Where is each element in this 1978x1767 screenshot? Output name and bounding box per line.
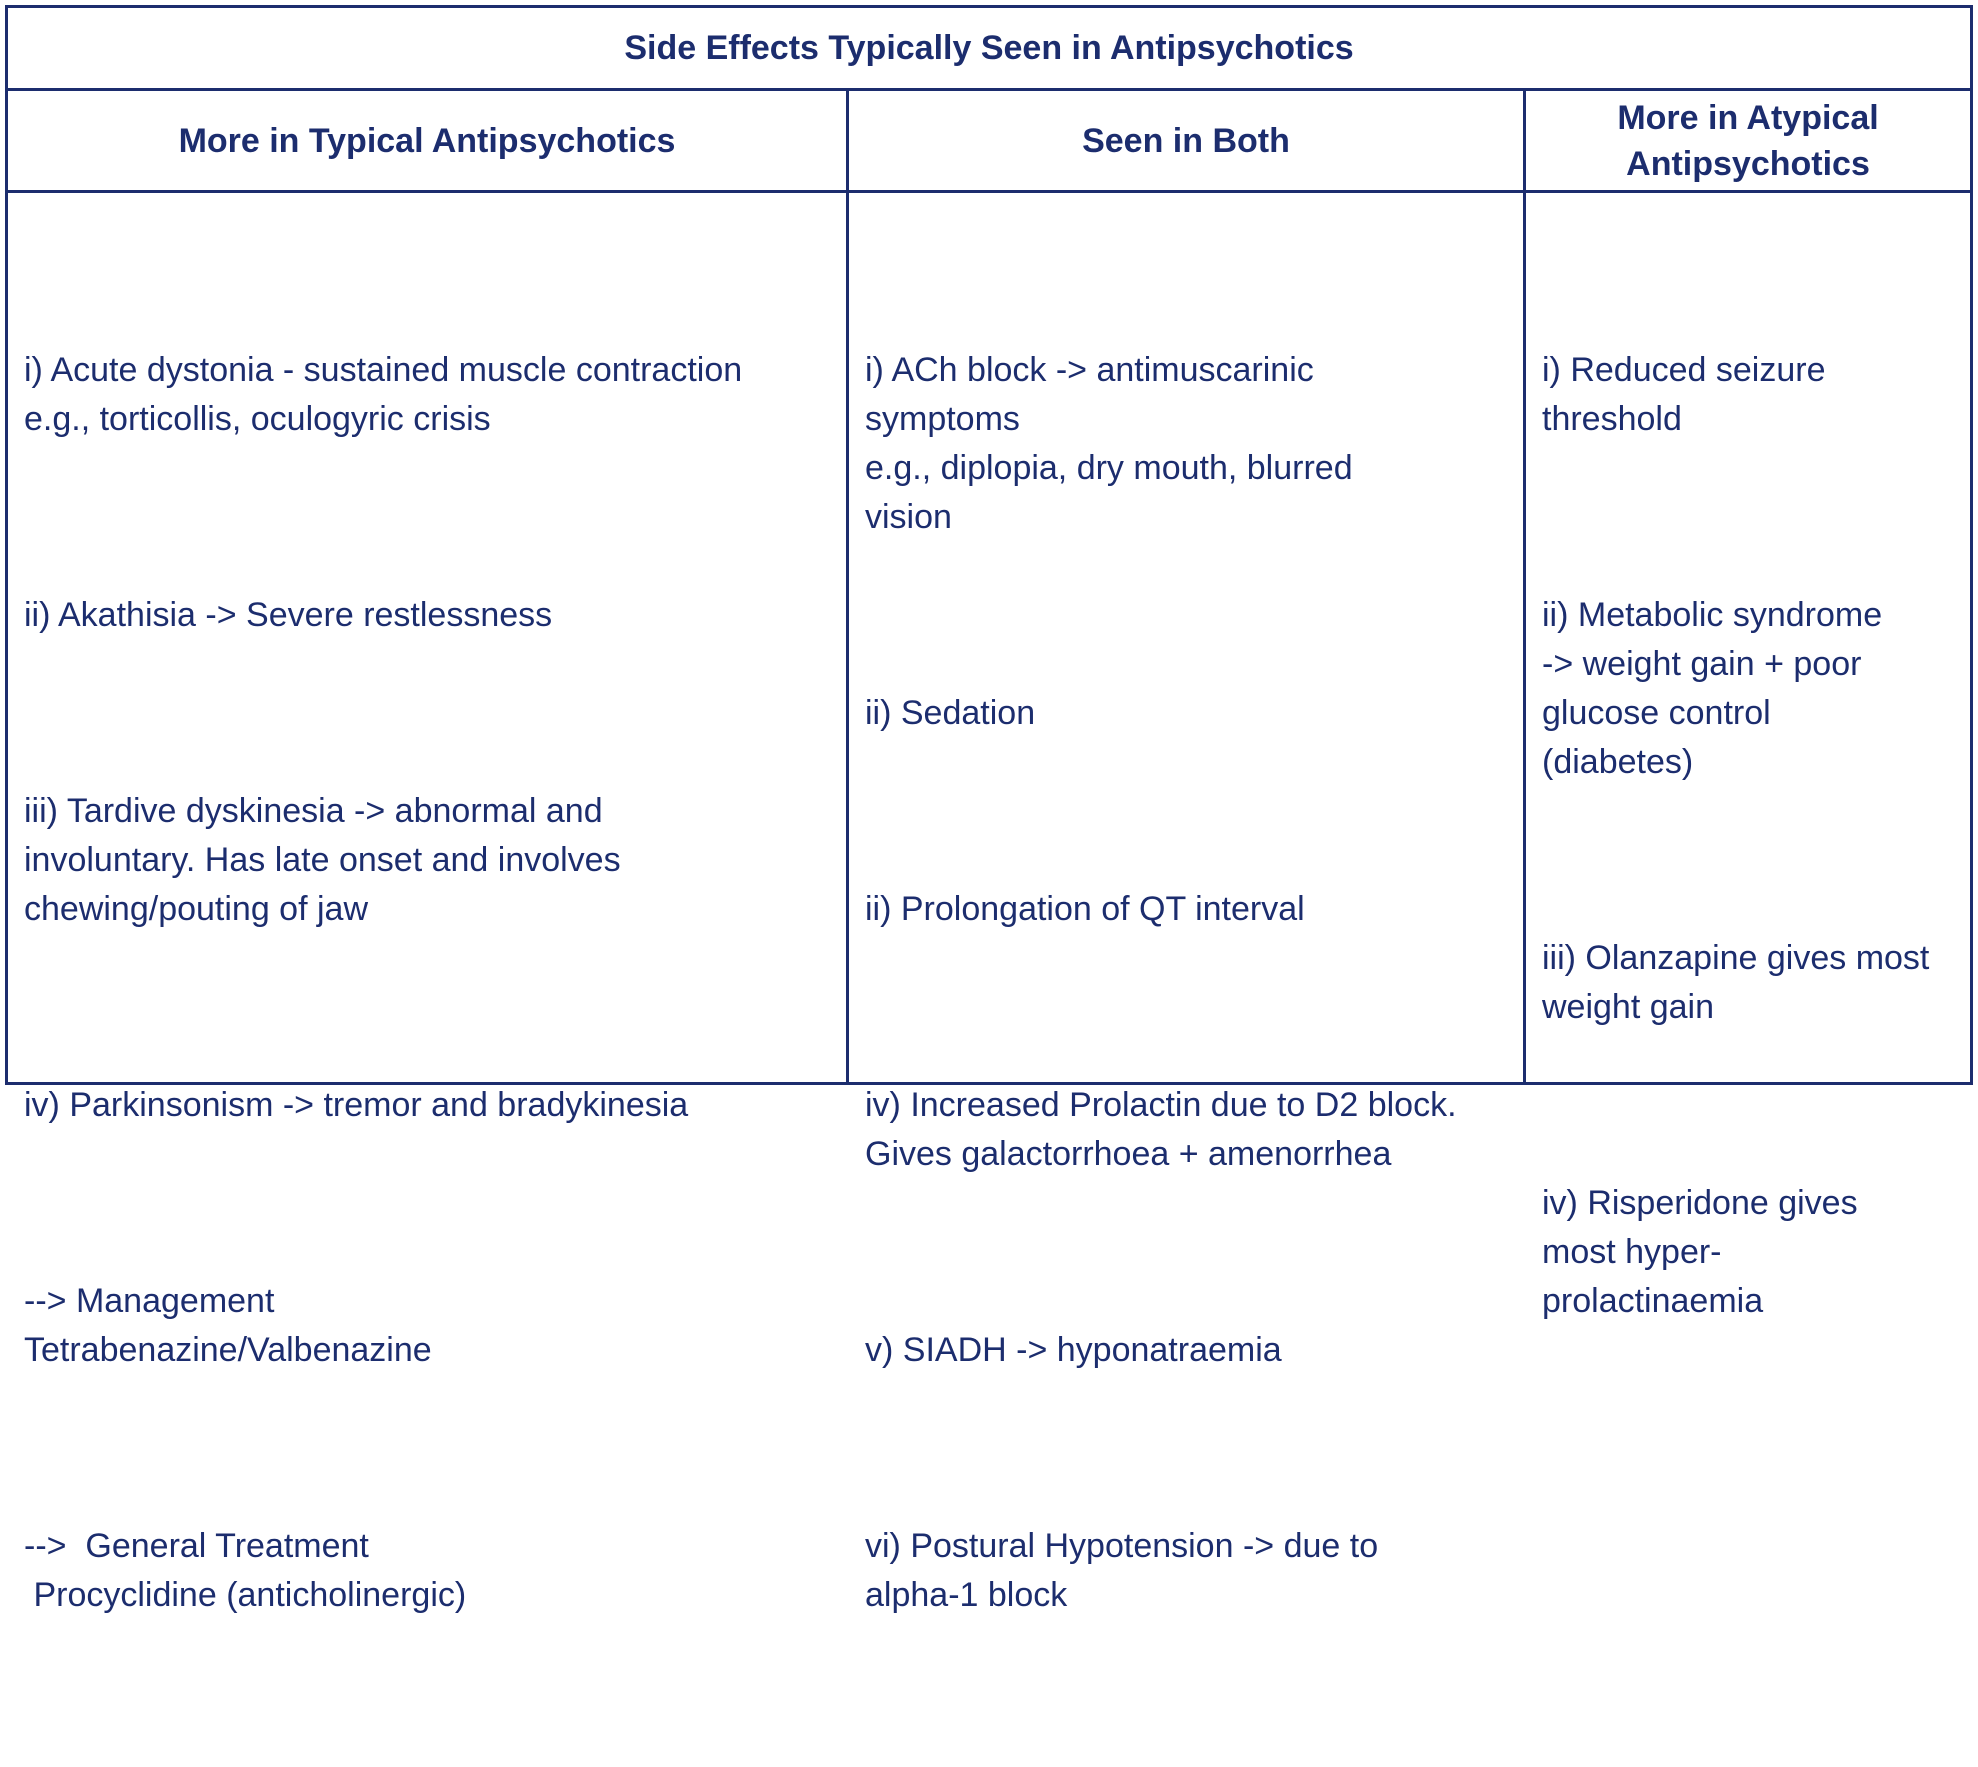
list-item: iii) Olanzapine gives most weight gain	[1542, 939, 1930, 1026]
list-item: iv) Parkinsonism -> tremor and bradykinesia	[24, 1086, 689, 1124]
column-both	[849, 193, 1523, 1614]
list-item: ii) Prolongation of QT interval	[865, 890, 1305, 928]
list-item: iv) Risperidone gives most hyper- prolactinaemia	[1542, 1184, 1858, 1320]
header-typical: More in Typical Antipsychotics	[178, 121, 676, 160]
list-item: vi) Postural Hypotension -> due to alpha-1 block	[865, 1527, 1379, 1614]
header-both: Seen in Both	[1082, 121, 1290, 160]
list-item: --> Management Tetrabenazine/Valbenazine	[24, 1282, 432, 1369]
list-item: --> General Treatment Procyclidine (anticholinergic)	[24, 1527, 467, 1614]
list-item: ii) Sedation	[865, 694, 1036, 732]
column-atypical	[1526, 193, 1970, 1320]
list-item: v) SIADH -> hyponatraemia	[865, 1331, 1282, 1369]
list-item: i) Acute dystonia - sustained muscle contraction e.g., torticollis, oculogyric crisis	[24, 351, 743, 438]
side-effects-table	[5, 5, 1973, 1614]
list-item: i) ACh block -> antimuscarinic symptoms e.g., diplopia, dry mouth, blurred vision	[865, 351, 1353, 536]
header-row	[8, 91, 1970, 193]
list-item: iii) Tardive dyskinesia -> abnormal and involuntary. Has late onset and involves chewing/pouting of jaw	[24, 792, 621, 928]
header-atypical: More in Atypical Antipsychotics	[1617, 98, 1879, 183]
list-item: i) Reduced seizure threshold	[1542, 351, 1826, 438]
column-typical	[8, 193, 846, 1614]
list-item: ii) Metabolic syndrome -> weight gain + poor glucose control (diabetes)	[1542, 596, 1883, 781]
list-item: ii) Akathisia -> Severe restlessness	[24, 596, 553, 634]
table-title: Side Effects Typically Seen in Antipsychotics	[8, 8, 1970, 91]
list-item: iv) Increased Prolactin due to D2 block. Gives galactorrhoea + amenorrhea	[865, 1086, 1457, 1173]
